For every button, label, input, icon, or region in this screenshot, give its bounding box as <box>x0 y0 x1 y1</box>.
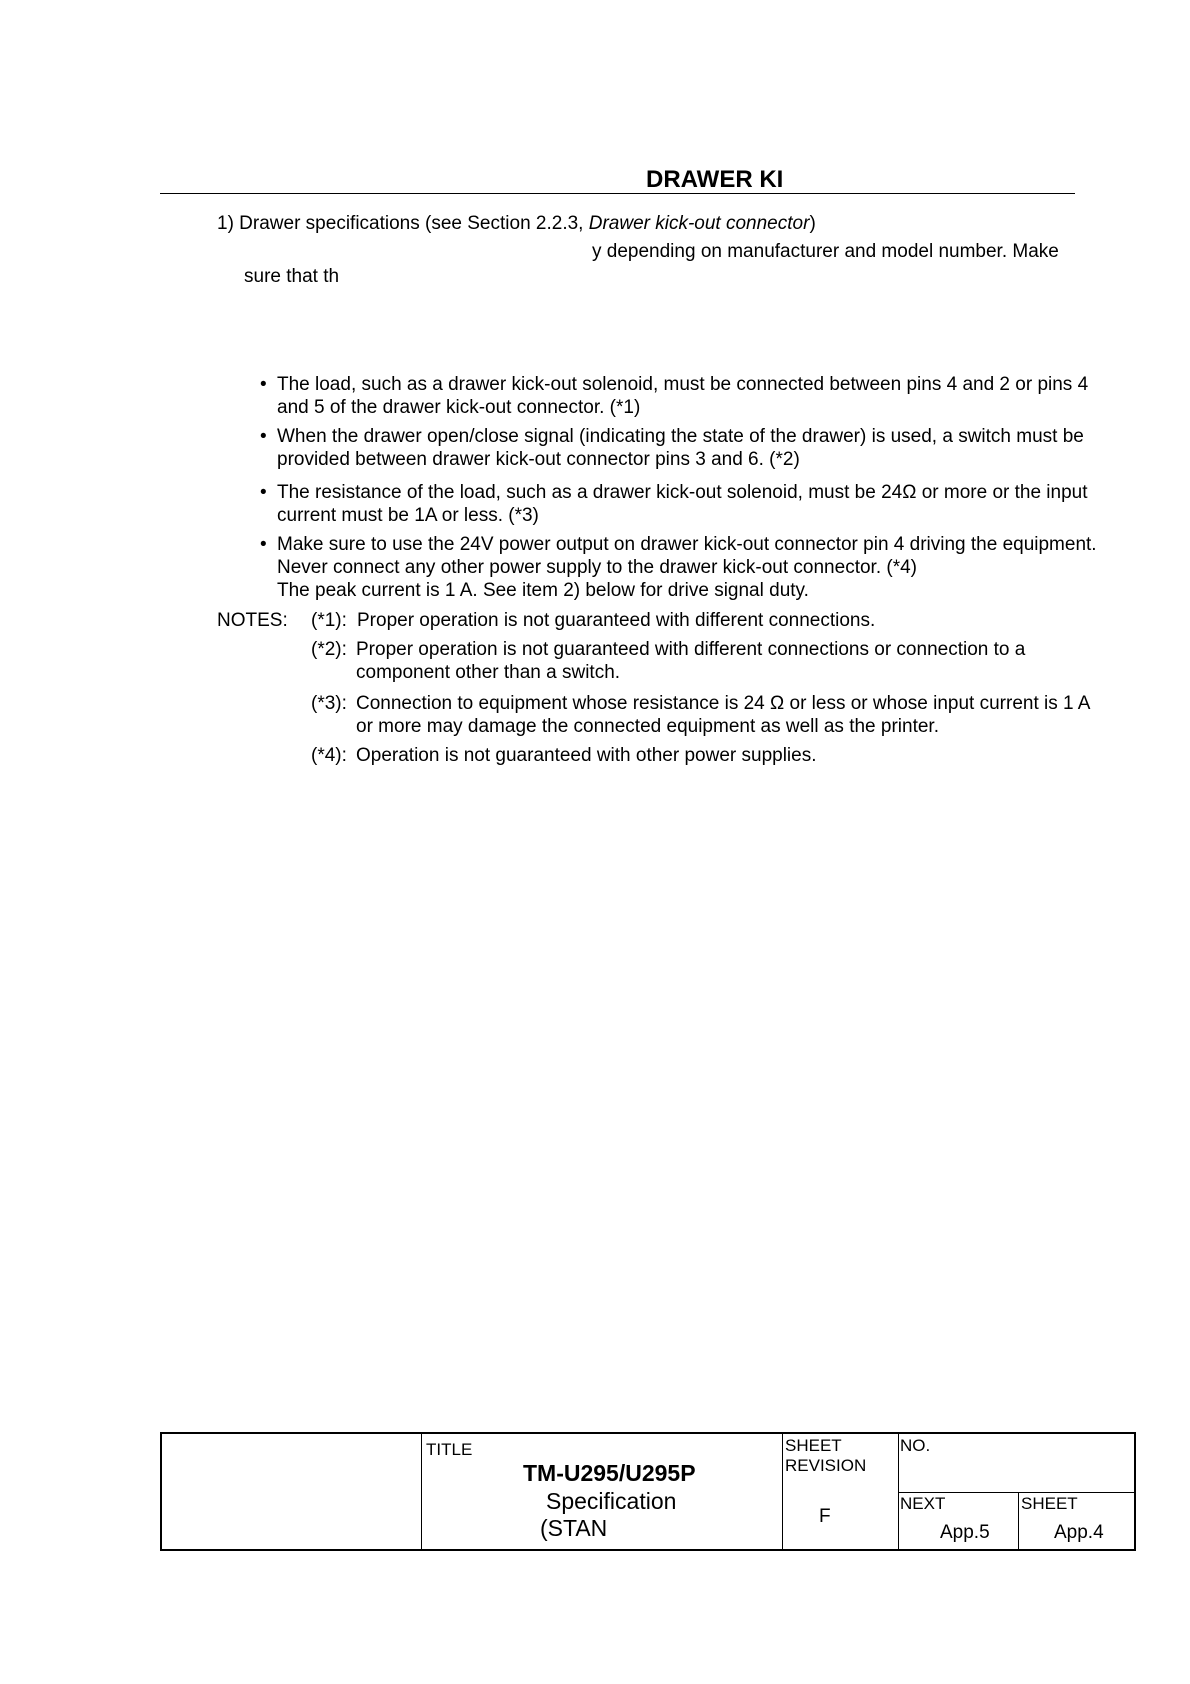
bullet-dot: • <box>260 374 267 395</box>
bullet-dot: • <box>260 534 267 555</box>
title-block-divider <box>421 1434 422 1549</box>
note-1-label: (*1): <box>311 610 347 631</box>
next-label: NEXT <box>900 1494 946 1513</box>
item-1-line <box>217 212 816 235</box>
bullet-1-line-2: and 5 of the drawer kick-out connector. (*1) <box>277 397 641 418</box>
bullet-2-line-2: provided between drawer kick-out connector pins 3 and 6. (*2) <box>277 449 800 470</box>
bullet-3-line-2: current must be 1A or less. (*3) <box>277 505 539 526</box>
no-label: NO. <box>900 1436 931 1455</box>
spec-label: Specification <box>546 1488 677 1514</box>
bullet-4-line-2: Never connect any other power supply to the drawer kick-out connector. (*4) <box>277 557 917 578</box>
model-name: TM-U295/U295P <box>523 1460 696 1486</box>
fragment-line-2: sure that th <box>244 266 340 287</box>
title-block <box>160 1432 1136 1551</box>
item-1-italic: Drawer kick-out connector <box>588 213 810 234</box>
title-block-divider <box>898 1492 1134 1493</box>
bullet-1-line-1: The load, such as a drawer kick-out solenoid, must be connected between pins 4 and 2 or pins 4 <box>277 374 1089 395</box>
note-3-line-1: Connection to equipment whose resistance is 24 Ω or less or whose input current is 1 A <box>356 693 1091 714</box>
note-1-line-1: Proper operation is not guaranteed with different connections. <box>357 610 876 631</box>
heading-rule <box>160 193 1075 194</box>
stan-label: (STAN <box>540 1515 608 1541</box>
bullet-4-line-3: The peak current is 1 A. See item 2) below for drive signal duty. <box>277 580 809 601</box>
note-2-line-1: Proper operation is not guaranteed with different connections or connection to a <box>356 639 1026 660</box>
note-4-label: (*4): <box>311 745 347 766</box>
sheet-label: SHEET <box>785 1436 842 1455</box>
page-heading: DRAWER KI <box>646 166 784 193</box>
item-1-suffix: ) <box>809 213 816 234</box>
bullet-dot: • <box>260 426 267 447</box>
title-label: TITLE <box>426 1440 473 1459</box>
sheet-value: App.4 <box>1054 1522 1104 1543</box>
note-3-line-2: or more may damage the connected equipment as well as the printer. <box>356 716 939 737</box>
item-1-prefix: 1) Drawer specifications (see Section 2.2.3, <box>217 213 584 234</box>
revision-label: REVISION <box>785 1456 867 1475</box>
title-block-divider <box>782 1434 783 1549</box>
note-4-line-1: Operation is not guaranteed with other power supplies. <box>356 745 817 766</box>
bullet-4-line-1: Make sure to use the 24V power output on drawer kick-out connector pin 4 driving the equipment. <box>277 534 1097 555</box>
note-3-label: (*3): <box>311 693 347 714</box>
title-block-divider <box>1018 1492 1019 1549</box>
sheet-label-2: SHEET <box>1021 1494 1078 1513</box>
bullet-3-line-1: The resistance of the load, such as a drawer kick-out solenoid, must be 24Ω or more or the input <box>277 482 1088 503</box>
revision-value: F <box>819 1506 831 1527</box>
note-2-label: (*2): <box>311 639 347 660</box>
next-value: App.5 <box>940 1522 990 1543</box>
notes-label: NOTES: <box>217 610 288 631</box>
fragment-line-1: y depending on manufacturer and model number. Make <box>592 241 1059 262</box>
bullet-2-line-1: When the drawer open/close signal (indicating the state of the drawer) is used, a switch must be <box>277 426 1084 447</box>
bullet-dot: • <box>260 482 267 503</box>
note-2-line-2: component other than a switch. <box>356 662 621 683</box>
